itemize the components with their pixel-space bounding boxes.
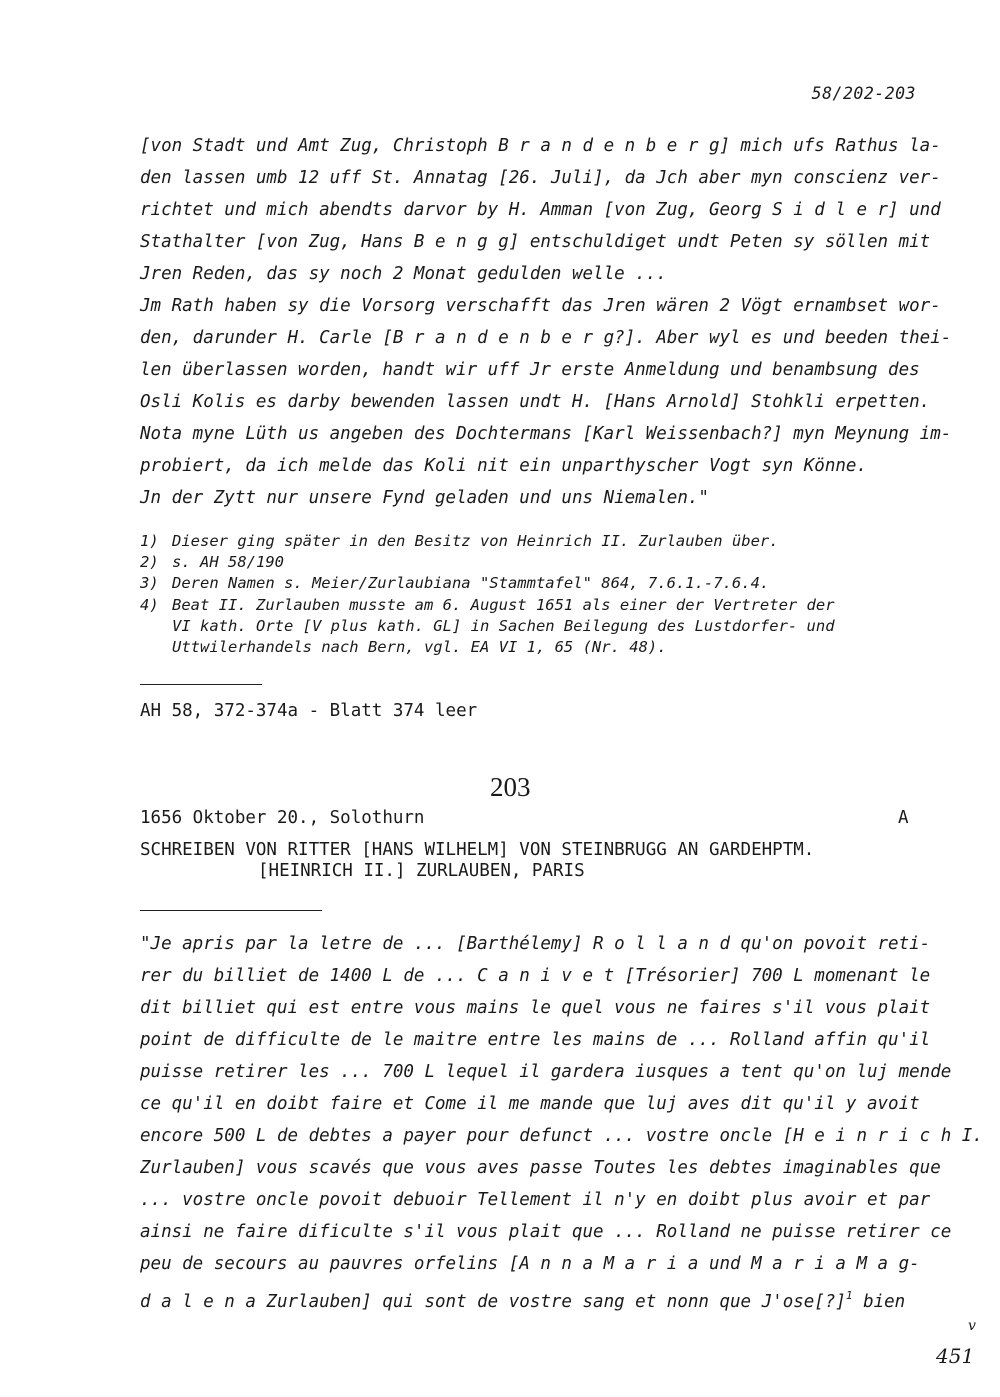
source-line: AH 58, 372-374a - Blatt 374 leer <box>140 701 478 721</box>
footnote-number: 4) <box>140 596 159 614</box>
text-line <box>140 1286 905 1312</box>
text-line: puisse retirer les ... 700 L lequel il gardera iusques a tent qu'on luj mende <box>140 1062 952 1082</box>
text-line: dit billiet qui est entre vous mains le quel vous ne faires s'il vous plait <box>140 998 931 1018</box>
entry-marker: A <box>898 808 909 828</box>
footnote-separator <box>140 684 262 685</box>
footnote-number: 3) <box>140 574 159 592</box>
text-line: point de difficulte de le maitre entre les mains de ... Rolland affin qu'il <box>140 1030 931 1050</box>
entry-date-place: 1656 Oktober 20., Solothurn <box>140 808 425 828</box>
text-line: rer du billiet de 1400 L de ... C a n i v e t [Trésorier] 700 L momenant le <box>140 966 931 986</box>
text-line: encore 500 L de debtes a payer pour defunct ... vostre oncle [H e i n r i c h I. <box>140 1126 983 1146</box>
footnote-text: Deren Namen s. Meier/Zurlaubiana "Stammtafel" 864, 7.6.1.-7.6.4. <box>172 574 770 592</box>
footnote-text: s. AH 58/190 <box>172 553 284 571</box>
text-line: Osli Kolis es darby bewenden lassen undt H. [Hans Arnold] Stohkli erpetten. <box>140 392 931 412</box>
text-line: len überlassen worden, handt wir uff Jr erste Anmeldung und benambsung des <box>140 360 920 380</box>
text-span: bien <box>863 1292 906 1312</box>
page-reference: 58/202-203 <box>811 84 916 103</box>
text-line: Jn der Zytt nur unsere Fynd geladen und uns Niemalen." <box>140 488 709 508</box>
text-line: Nota myne Lüth us angeben des Dochtermans [Karl Weissenbach?] myn Meynung im- <box>140 424 952 444</box>
footnote-number: 1) <box>140 532 159 550</box>
footnote-number: 2) <box>140 553 159 571</box>
footnote-text: Uttwilerhandels nach Bern, vgl. EA VI 1, 65 (Nr. 48). <box>172 638 667 656</box>
text-line: probiert, da ich melde das Koli nit ein unparthyscher Vogt syn Könne. <box>140 456 867 476</box>
footnote-text: Dieser ging später in den Besitz von Heinrich II. Zurlauben über. <box>172 532 779 550</box>
text-line: Zurlauben] vous scavés que vous aves passe Toutes les debtes imaginables que <box>140 1158 941 1178</box>
footnote-superscript: 1 <box>845 1289 853 1302</box>
text-line: richtet und mich abendts darvor by H. Amman [von Zug, Georg S i d l e r] und <box>140 200 941 220</box>
footnote-text: Beat II. Zurlauben musste am 6. August 1651 als einer der Vertreter der <box>172 596 835 614</box>
text-line: ce qu'il en doibt faire et Come il me mande que luj aves dit qu'il y avoit <box>140 1094 920 1114</box>
text-line: [von Stadt und Amt Zug, Christoph B r a n d e n b e r g] mich ufs Rathus la- <box>140 136 941 156</box>
entry-heading: SCHREIBEN VON RITTER [HANS WILHELM] VON STEINBRUGG AN GARDEHPTM. <box>140 840 815 860</box>
entry-number: 203 <box>490 772 531 802</box>
text-line: peu de secours au pauvres orfelins [A n n a M a r i a und M a r i a M a g- <box>140 1254 920 1274</box>
text-line: ... vostre oncle povoit debuoir Tellement il n'y en doibt plus avoir et par <box>140 1190 931 1210</box>
text-line: "Je apris par la letre de ... [Barthélemy] R o l l a n d qu'on povoit reti- <box>140 934 931 954</box>
text-line: Stathalter [von Zug, Hans B e n g g] entschuldiget undt Peten sy söllen mit <box>140 232 931 252</box>
heading-separator <box>140 910 322 911</box>
text-line: Jren Reden, das sy noch 2 Monat gedulden welle ... <box>140 264 667 284</box>
footnote-text: VI kath. Orte [V plus kath. GL] in Sachen Beilegung des Lustdorfer- und <box>172 617 835 635</box>
entry-heading: [HEINRICH II.] ZURLAUBEN, PARIS <box>258 861 585 881</box>
text-span: d a l e n a Zurlauben] qui sont de vostre sang et nonn que J'ose[?] <box>140 1292 846 1312</box>
text-line: ainsi ne faire dificulte s'il vous plait que ... Rolland ne puisse retirer ce <box>140 1222 952 1242</box>
text-line: Jm Rath haben sy die Vorsorg verschafft das Jren wären 2 Vögt ernambset wor- <box>140 296 941 316</box>
text-line: den, darunder H. Carle [B r a n d e n b e r g?]. Aber wyl es und beeden thei- <box>140 328 952 348</box>
margin-mark-v: v <box>968 1318 976 1334</box>
handwritten-page-number: 451 <box>936 1344 975 1368</box>
text-line: den lassen umb 12 uff St. Annatag [26. Juli], da Jch aber myn conscienz ver- <box>140 168 941 188</box>
